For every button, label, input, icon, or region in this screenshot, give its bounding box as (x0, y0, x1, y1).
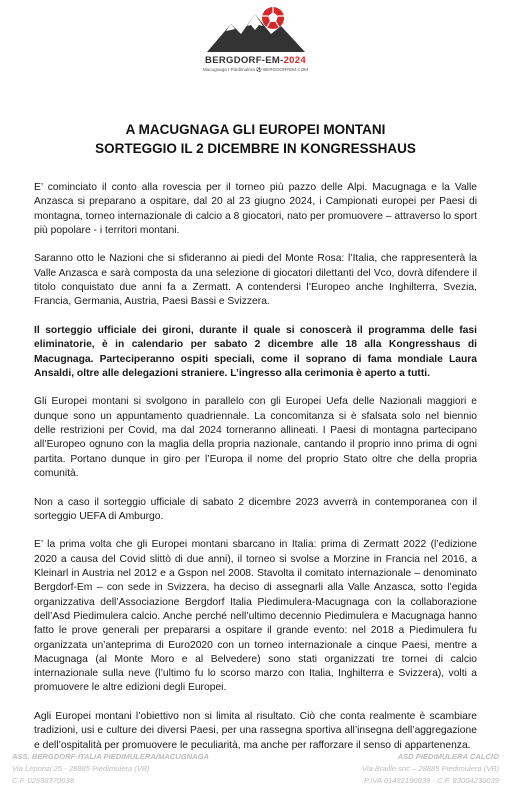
footer-org-name: ASD PIEDIMULERA CALCIO (397, 752, 499, 761)
footer-address: Via Leponzi 25 - 28885 Piedimulera (VB) (12, 764, 150, 773)
footer-right (362, 751, 499, 787)
footer-address: Via Braille snc – 28885 Piedimulera (VB) (361, 764, 499, 773)
paragraph: Agli Europei montani l’obiettivo non si limita al risultato. Ciò che conta realmente è scambiare tradizioni, usi e culture dei diversi Paesi, per una rassegna sportiva all’insegna dell’aggregazione e dell’ospitalità per promuovere le peculiarità, ma anche per rafforzare il senso di appartenenza. (34, 710, 477, 751)
footer-tax-id: P.IVA 01432190039 - C.F. 83004230039 (364, 776, 499, 785)
footer-left (12, 751, 209, 787)
bergdorf-em-logo (0, 4, 511, 84)
footer-tax-id: C.F. 02538370038 (12, 776, 74, 785)
article-body (34, 181, 477, 767)
paragraph: Gli Europei montani si svolgono in parallelo con gli Europei Uefa delle Nazionali maggiori e dunque sono un appuntamento quadriennale. La concomitanza si è sfalsata solo nel biennio delle restrizioni per Covid, ma dal 2024 torneranno allineati. I Paesi di montagna partecipano all’Europeo ognuno con la maglia della propria nazionale, cantando il proprio inno prima di ogni partita. Portano dunque in giro per l’Europa il nome del proprio Stato oltre che della propria comunità. (34, 396, 477, 479)
paragraph: Saranno otto le Nazioni che si sfideranno ai piedi del Monte Rosa: l’Italia, che rappresenterà la Valle Anzasca e sarà composta da una selezione di giocatori dilettanti del Vco, dovrà difendere il titolo conquistato due anni fa a Zermatt. A contendersi l’Europeo anche Inghilterra, Svezia, Francia, Germania, Austria, Paesi Bassi e Svizzera. (34, 253, 477, 308)
mountain-football-icon (201, 4, 311, 54)
paragraph-highlight: Il sorteggio ufficiale dei gironi, durante il quale si conoscerà il programma delle fasi eliminatorie, è in calendario per sabato 2 dicembre alle 18 alla Kongresshaus di Macugnaga. Parteciperanno ospiti speciali, come il soprano di fama mondiale Laura Ansaldi, oltre alle delegazioni straniere. L’ingresso alla cerimonia è aperto a tutti. (34, 324, 477, 379)
paragraph: E’ cominciato il conto alla rovescia per il torneo più pazzo delle Alpi. Macugnaga e la Valle Anzasca si preparano a ospitare, dal 20 al 23 giugno 2024, i Campionati europei per Paesi di montagna, torneo internazionale di calcio a 8 giocatori, nato per promuovere – attraverso lo sport più popolare - i territori montani. (34, 182, 477, 236)
paragraph: Non a caso il sorteggio ufficiale di sabato 2 dicembre 2023 avverrà in contemporanea con il sorteggio UEFA di Amburgo. (34, 496, 477, 522)
headline: A MACUGNAGA GLI EUROPEI MONTANI (125, 122, 386, 137)
logo-wordmark: BERGDORF-EM-2024 (205, 55, 306, 66)
footer-org-name: ASS. BERGDORF-ITALIA PIEDIMULERA/MACUGNAGA (12, 752, 210, 761)
paragraph: E’ la prima volta che gli Europei montani sbarcano in Italia: prima di Zermatt 2022 (l’edizione 2020 a causa del Covid slittò di due anni), il torneo si svolse a Morzine in Francia nel 2016, a Kleinarl in Austria nel 2012 e a Gspon nel 2008. Stavolta il comitato internazionale – denominato Bergdorf-Em – con sede in Svizzera, ha deciso di assegnarli alla Valle Anzasca, sotto l’egida organizzativa dell’Associazione Bergdorf Italia Piedimulera-Macugnaga con la collaborazione dell’Asd Piedimulera calcio. Anche perché nell’ultimo decennio Piedimulera e Macugnaga hanno fatto le prove generali per prepararsi a ospitare il grande evento: nel 2018 a Piedimulera fu organizzata un’anteprima di Euro2020 con un torneo internazionale a cinque Paesi, mentre a Macugnaga (al Monte Moro e al Belvedere) sono stati organizzati tre tornei di calcio internazionale sulla neve (l’ultimo fu lo scorso marzo con Italia, Inghilterra e Svizzera), volti a promuovere le altre edizioni degli Europei. (34, 539, 477, 694)
subheadline: SORTEGGIO IL 2 DICEMBRE IN KONGRESSHAUS (95, 141, 416, 156)
logo-tagline: Macugnaga I Piedimulera ⚽ BERGDORFEM.COM (202, 67, 309, 72)
